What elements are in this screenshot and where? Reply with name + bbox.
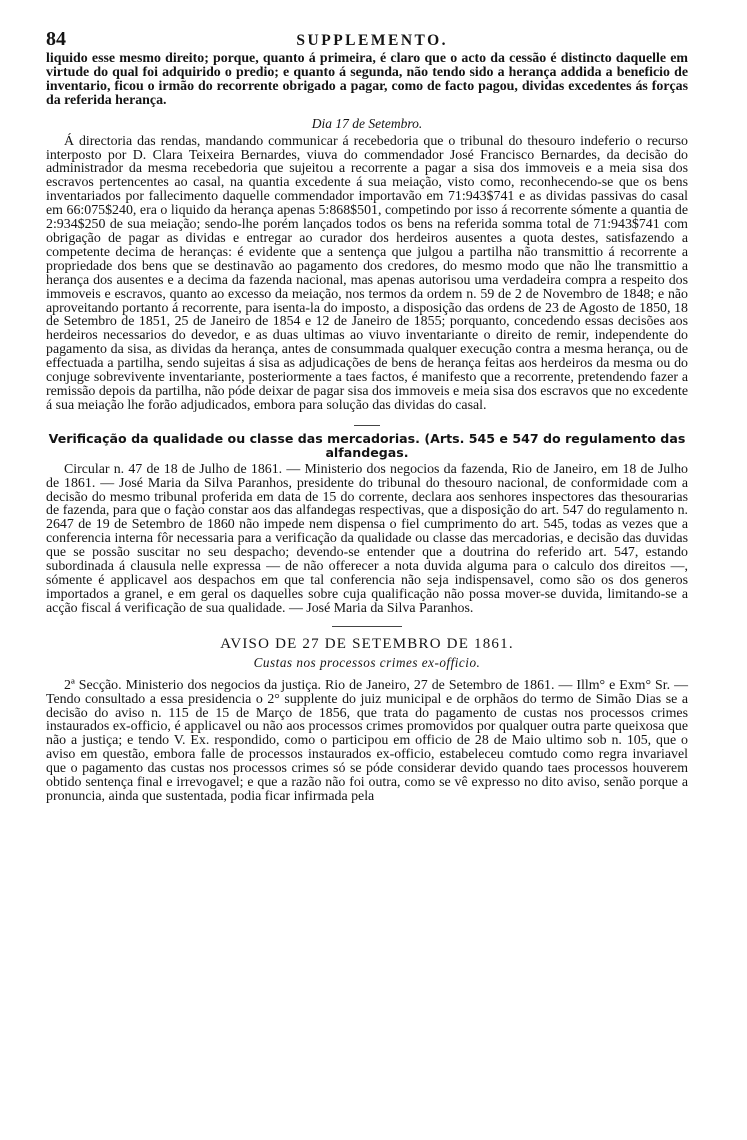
section-divider (354, 425, 380, 426)
section-title: Verificação da qualidade ou classe das mercadorias. (Arts. 545 e 547 do regulamento das alfandegas. (48, 430, 686, 460)
continuation-paragraph: liquido esse mesmo direito; porque, quanto á primeira, é claro que o acto da cessão é distincto daquelle em virtude do qual foi adquirido o predio; e quanto á segunda, não tendo sido a herança addida a beneficio de inventario, ficou o irmão do recorrente obrigado a pagar, como de facto pagou, dividas excedentes ás forças da referida herança. (46, 51, 688, 108)
entry-paragraph: Á directoria das rendas, mandando communicar á recebedoria que o tribunal do thesouro indeferio o recurso interposto por D. Clara Teixeira Bernardes, viuva do commendador José Francisco Bernardes, da decisão do administrador da mesma recebedoria que sujeitou a recorrente a pagar a sisa dos immoveis e a meia sisa dos escravos pertencentes ao casal, na quantia excedente á sua meiação, visto como, reconhecendo-se que os bens inventariados por fallecimento daquelle commendador importavão em 71:943$741 e as dividas passivas do casal em 66:075$240, era o liquido da herança apenas 5:868$501, competindo por isso á recorrente sómente a quantia de 2:934$250 de sua meiação; sendo-lhe porém lançados todos os bens na referida somma total de 71:943$741 com obrigação de pagar as dividas e entregar ao curador dos herdeiros ausentes a quota destes, satisfazendo a competente decima de heranças: é evidente que a sentença que julgou a partilha não transmittio á recorrente a propriedade dos bens que se destinavão ao pagamento dos credores, do mesmo modo que não lhe transmittio a herança dos ausentes e a decima da fazenda nacional, mas apenas autorisou uma verdadeira compra a respeito dos immoveis e escravos, quanto ao excesso da meiação, nos termos da ordem n. 59 de 2 de Novembro de 1848; e não aproveitando portanto á recorrente, para isenta-la do imposto, a disposição das ordens de 23 de Agosto de 1850, 18 de Setembro de 1851, 25 de Janeiro de 1854 e 12 de Janeiro de 1855; porquanto, concedendo essas decisões aos herdeiros necessarios do devedor, e as duas ultimas ao viuvo inventariante o direito de remir, independente do pagamento da sisa, as dividas da herança, antes de consummada qualquer execução contra a mesma herança, ou de effectuada a partilha, sendo sujeitas á sisa as adjudicações de bens de herança feitas aos herdeiros da mesma ou do conjuge sobrevivente inventariante, posteriormente a taes factos, é manifesto que a recorrente, pretendendo fazer a remissão depois da partilha, não póde deixar de pagar sisa dos immoveis e meia sisa dos escravos que no excedente á sua meiação lhe forão adjudicados, embora para solução das dividas do casal. (46, 133, 688, 413)
entry-date: Dia 17 de Setembro. (311, 115, 423, 131)
running-title: SUPPLEMENTO. (296, 32, 448, 49)
aviso-subheading: Custas nos processos crimes ex-officio. (253, 654, 481, 670)
page-header (46, 28, 688, 52)
section-divider-2 (332, 626, 402, 627)
page-number: 84 (46, 28, 66, 50)
book-page (46, 28, 688, 804)
aviso-heading: AVISO DE 27 DE SETEMBRO DE 1861. (220, 635, 514, 652)
aviso-paragraph: 2ª Secção. Ministerio dos negocios da justiça. Rio de Janeiro, 27 de Setembro de 1861. — Illm° e Exm° Sr. — Tendo consultado a essa presidencia o 2° supplente do juiz municipal e de orphãos do termo de Simão Dias se a decisão do aviso n. 115 de 15 de Março de 1856, que trata do pagamento de custas nos processos crimes instaurados ex-officio, é applicavel ou não aos processos crimes promovidos por qualquer outra parte queixosa que não a justiça; e tendo V. Ex. respondido, como o participou em officio de 28 de Maio ultimo sob n. 105, que o aviso em questão, embora falle de processos instaurados ex-officio, estabeleceu comtudo como regra invariavel que o pagamento das custas nos processos crimes só se póde considerar devido quando taes processos houverem obtido sentença final e irrevogavel; e que a razão não foi outra, como se vê expresso no dito aviso, senão porque a pronuncia, ainda que sustentada, podia ficar infirmada pela (46, 677, 688, 804)
circular-paragraph: Circular n. 47 de 18 de Julho de 1861. — Ministerio dos negocios da fazenda, Rio de Janeiro, em 18 de Julho de 1861. — José Maria da Silva Paranhos, presidente do tribunal do thesouro nacional, de conformidade com a decisão do mesmo tribunal proferida em data de 15 do corrente, declara aos senhores inspectores das thesourarias de fazenda, para que o façào constar aos das alfandegas respectivas, que a disposição do art. 547 do regulamento n. 2647 de 19 de Setembro de 1860 não impede nem dispensa o fiel cumprimento do art. 545, todas as vezes que a conferencia interna fôr necessaria para a verificação da qualidade ou classe das mercadorias, e decisão das duvidas que se possão suscitar no seu despacho; devendo-se entender que a doutrina do referido art. 547, estando subordinada á clausula nelle expressa — de não offerecer a nota duvida alguma para o calculo dos direitos —, sómente é applicavel aos despachos em que tal conferencia não seja indispensavel, como são os dos generos importados a granel, e em geral os daquelles sobre cuja qualificação não possa mover-se duvida, limitando-se a acção fiscal á verificação de sua qualidade. — José Maria da Silva Paranhos. (46, 461, 688, 616)
